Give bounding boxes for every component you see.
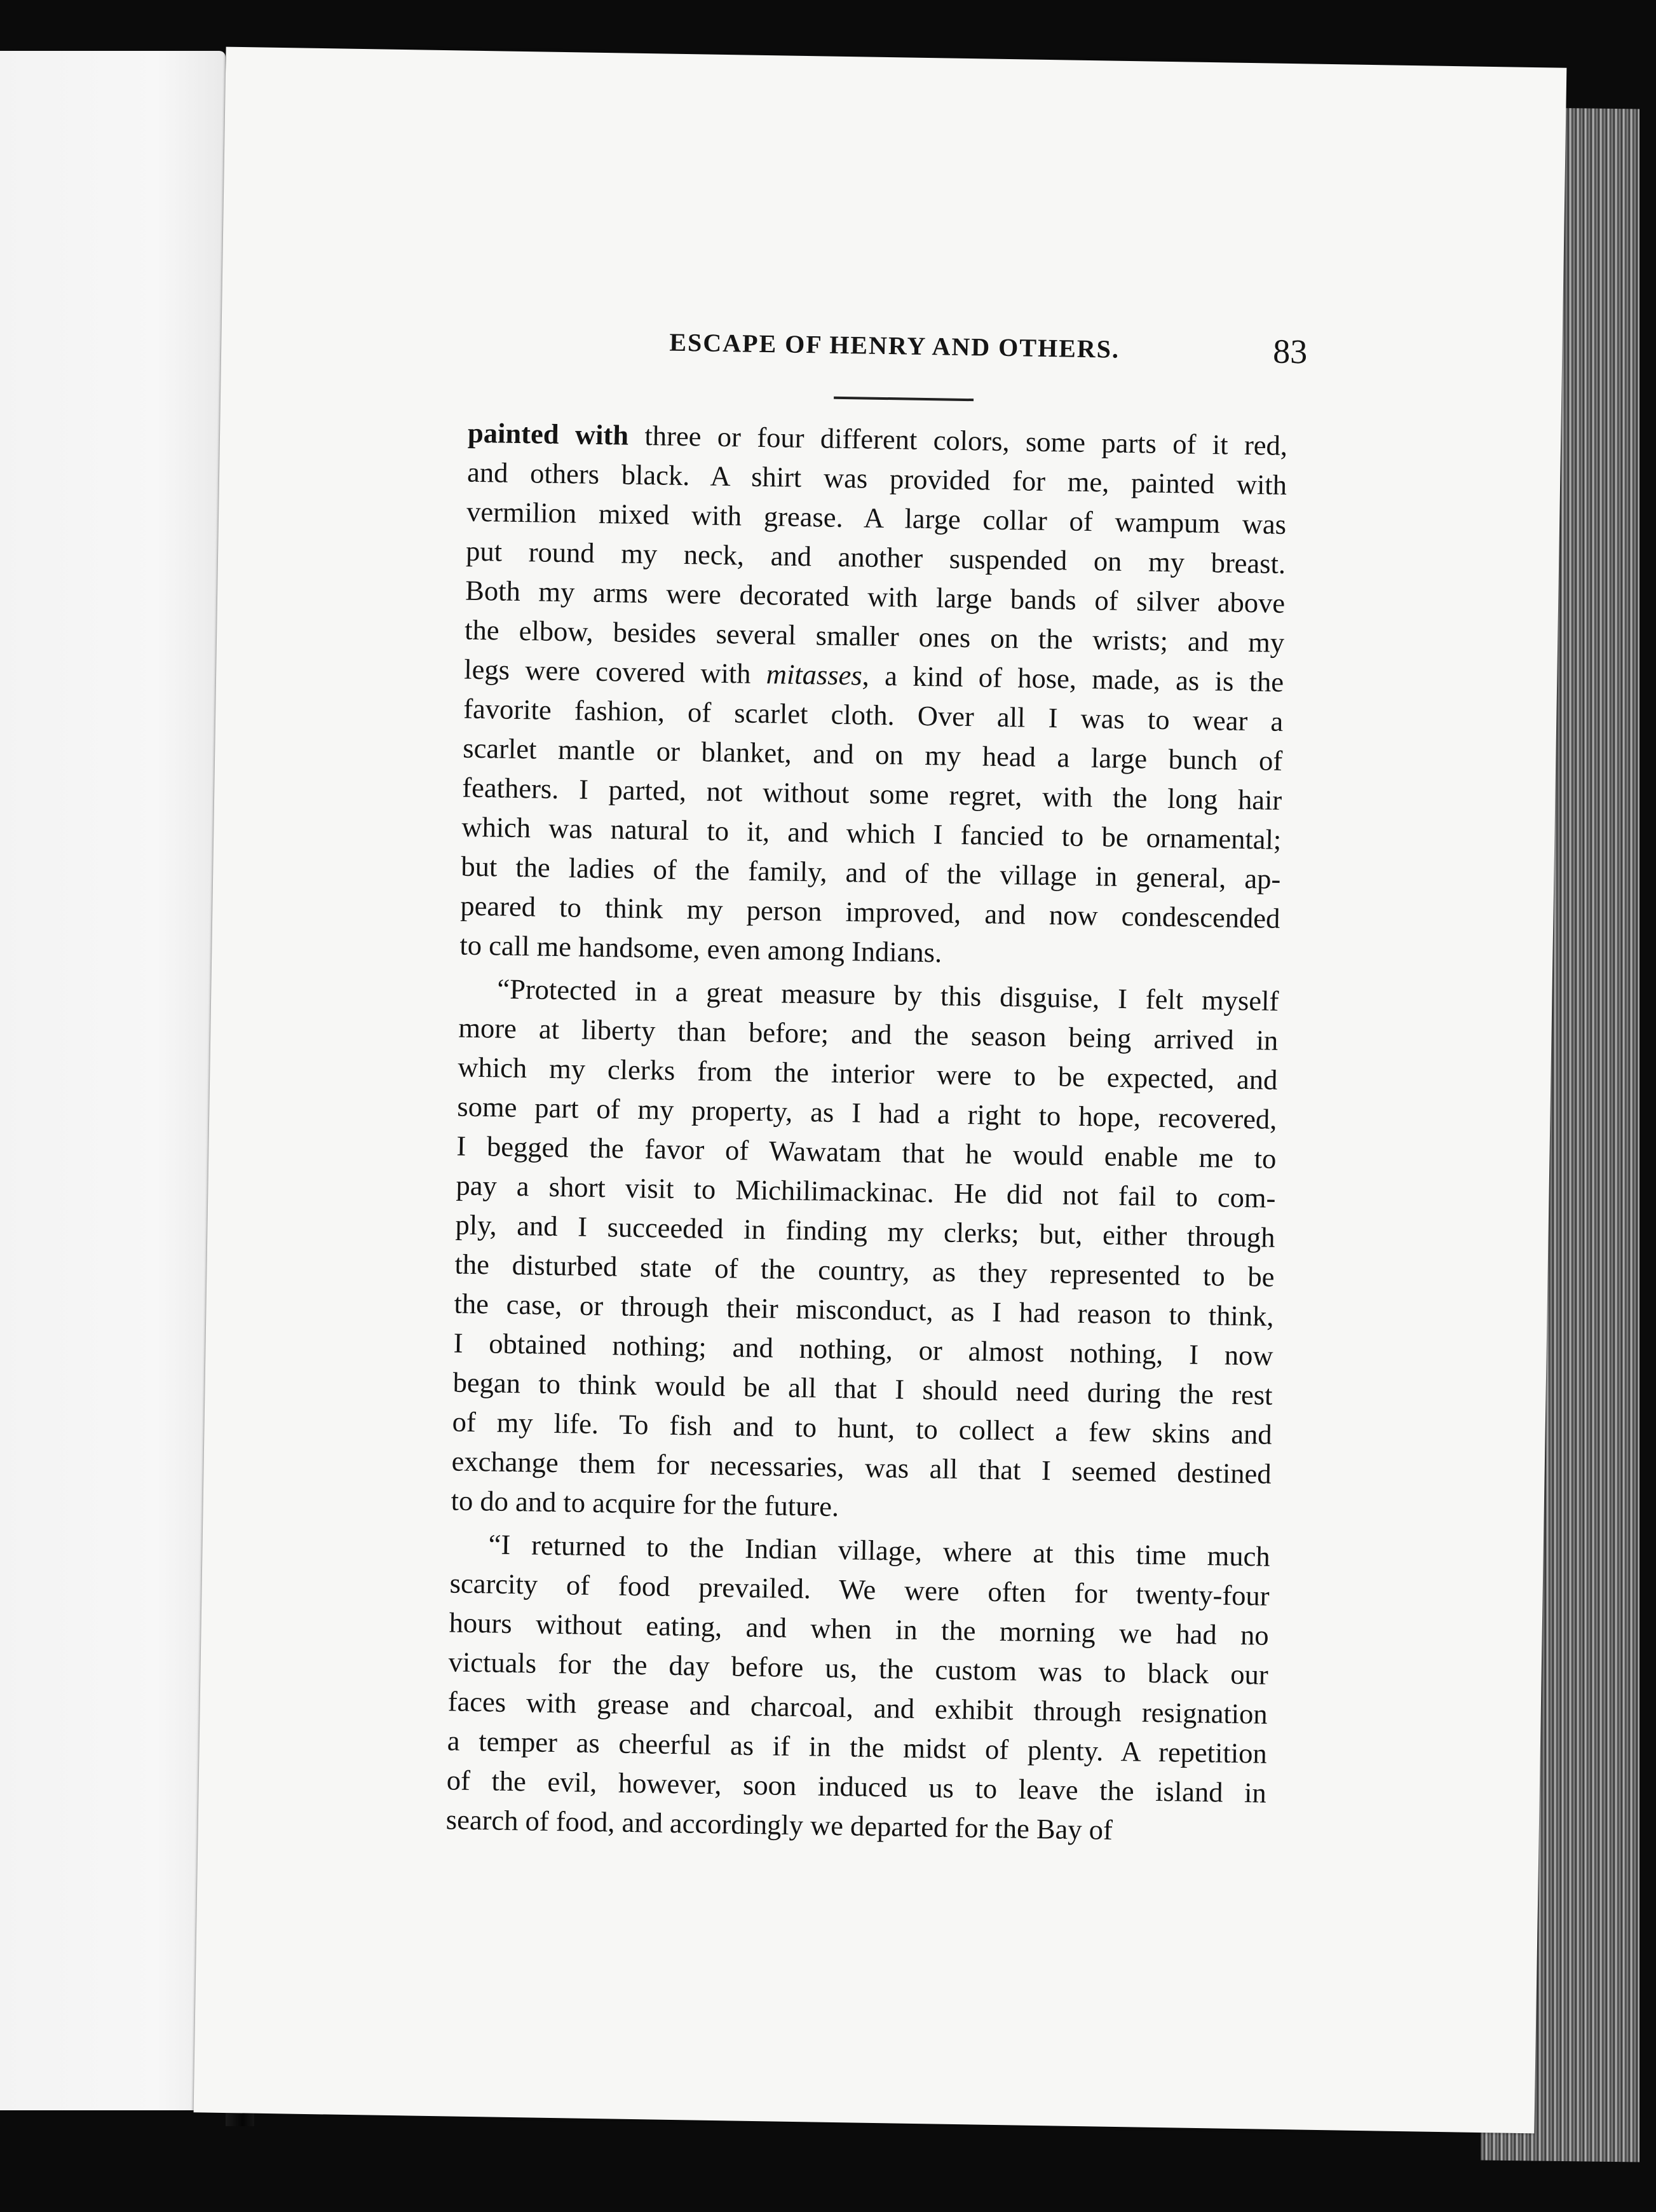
text-line: exchange them for necessaries, was all that I seemed destined [451,1445,1272,1490]
text-line: peared to think my person improved, and now condescended [460,889,1280,934]
text-line: Both my arms were decorated with large bands of silver above [465,574,1286,619]
text-line: faces with grease and charcoal, and exhibit through resignation [447,1685,1268,1730]
running-head [221,320,1563,392]
text-line: scarcity of food prevailed. We were often for twenty-four [449,1567,1270,1612]
text-line: a temper as cheerful as if in the midst of plenty. A repetition [447,1724,1268,1770]
text-line: the case, or through their misconduct, as I had reason to think, [454,1287,1274,1332]
running-head-title: ESCAPE OF HENRY AND OTHERS. [669,327,1120,364]
text-line: began to think would be all that I should need during the rest [452,1366,1273,1411]
page-number: 83 [1272,332,1308,371]
text-line: “I returned to the Indian village, where at this time much [488,1528,1270,1573]
text-line: I begged the favor of Wawatam that he would enable me to [456,1130,1277,1175]
text-line: ply, and I succeeded in finding my clerks; but, either through [455,1208,1275,1253]
text-line: to call me handsome, even among Indians. [459,929,942,969]
text-line: the elbow, besides several smaller ones on the wrists; and my [464,613,1285,659]
text-line: and others black. A shirt was provided for me, painted with [466,456,1287,501]
text-line: favorite fashion, of scarlet cloth. Over all I was to wear a [463,692,1284,737]
text-line: pay a short visit to Michilimackinac. He did not fail to com- [456,1169,1276,1214]
text-line: hours without eating, and when in the morning we had no [449,1606,1269,1651]
header-rule [834,397,974,401]
text-line: but the ladies of the family, and of the village in general, ap- [461,850,1281,895]
paragraph [451,969,1279,1533]
text-line: which was natural to it, and which I fancied to be ornamental; [461,810,1282,856]
text-line: to do and to acquire for the future. [451,1484,839,1523]
text-line: some part of my property, as I had a right to hope, recovered, [457,1090,1277,1135]
book-page [194,47,1567,2134]
text-line: scarlet mantle or blanket, and on my head a large bunch of [462,732,1283,777]
text-line: painted with three or four different colors, some parts of it red, [467,416,1288,461]
text-line: of the evil, however, soon induced us to leave the island in [446,1764,1267,1809]
left-page-edge [0,51,226,2110]
text-line: vermilion mixed with grease. A large collar of wampum was [466,495,1287,540]
paragraph [459,413,1287,978]
text-line: legs were covered with mitasses, a kind of hose, made, as is the [463,653,1284,698]
text-line: more at liberty than before; and the season being arrived in [458,1011,1279,1056]
paragraph [445,1524,1270,1852]
text-line: feathers. I parted, not without some regret, with the long hair [462,771,1282,816]
text-line: put round my neck, and another suspended on my breast. [465,535,1286,580]
body-text [445,413,1287,1856]
text-line: I obtained nothing; and nothing, or almost nothing, I now [453,1327,1273,1372]
text-line: search of food, and accordingly we departed for the Bay of [445,1803,1113,1846]
text-line: “Protected in a great measure by this disguise, I felt myself [497,973,1279,1017]
text-line: the disturbed state of the country, as they represented to be [454,1248,1275,1293]
text-line: victuals for the day before us, the custom was to black our [448,1646,1269,1691]
text-line: which my clerks from the interior were to be expected, and [458,1051,1278,1096]
text-line: of my life. To fish and to hunt, to collect a few skins and [452,1405,1272,1451]
